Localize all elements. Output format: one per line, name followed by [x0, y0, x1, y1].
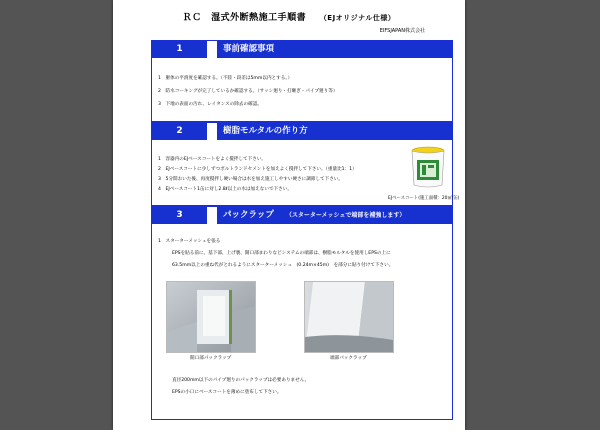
section-3-footer-1: 直径200mm以下のパイプ廻りのパックラップは必要ありません。 — [172, 378, 310, 383]
section-2-line-3: 3 5分間おいた後、再度撹拌し硬い場合は水を加え施工しやすい硬さに調節して下さい。 — [158, 177, 344, 182]
section-1-line-2: 2 防水コーキングが完了しているか確認する。（サッシ廻り・打継ぎ・パイプ廻り等） — [158, 89, 338, 94]
section-2-number: 2 — [152, 123, 207, 140]
document-title — [113, 10, 465, 23]
section-1-line-1: 1 躯体の平滑度を確認する。（不陸・段差は5mm以内とする。） — [158, 76, 293, 81]
photo-opening-backwrap — [166, 281, 256, 353]
section-3-title-text: パックラップ — [223, 210, 274, 220]
section-1-line-3: 3 下地の表面の汚れ、レイタンスの除去の確認。 — [158, 102, 262, 107]
title-main: ＲＣ 湿式外断熱施工手順書 — [182, 13, 307, 23]
section-1 — [151, 40, 453, 122]
document-page — [113, 0, 465, 430]
section-3-line-1: 1 スターターメッシュを張る — [158, 239, 221, 244]
section-3-number: 3 — [152, 207, 207, 224]
section-2-line-1: 1 容器内のEJベースコートをよく撹拌して下さい。 — [158, 157, 267, 162]
section-3-line-3: 63.5mm以上の重ね代がとれるようにスターターメッシュ (0.24m×45m) を部分に貼り付けて下さい。 — [172, 263, 394, 268]
company-name: EIFSJAPAN株式会社 — [379, 28, 425, 34]
photo-edge-backwrap — [304, 281, 394, 353]
section-2 — [151, 122, 460, 206]
section-1-number: 1 — [152, 41, 207, 58]
section-2-line-4: 4 EJベースコート1缶に対し2.8ℓ以上の水は加えないで下さい。 — [158, 187, 292, 192]
section-3-line-2: EPSを貼る前に、基下部、上げ裏、開口部まわりなどシステムの端部は、樹脂モルタルを使用しEPSの上に — [172, 251, 391, 256]
title-sub: （EJオリジナル仕様） — [319, 14, 396, 22]
product-bucket-image — [410, 145, 446, 189]
section-3-header — [152, 207, 452, 224]
section-1-title: 事前確認事項 — [217, 41, 452, 58]
section-2-title: 樹脂モルタルの作り方 — [217, 123, 452, 140]
product-caption: EJベースコート(施工面積：20㎡/缶) — [388, 196, 460, 201]
section-3-note: （スターターメッシュで端部を補強します） — [285, 212, 406, 219]
section-3 — [151, 206, 453, 420]
photo-caption-opening: 開口部パックラップ — [190, 356, 232, 361]
photo-caption-edge: 端部パックラップ — [330, 356, 367, 361]
section-2-line-2: 2 EJベースコートに少しずつポルトランドセメントを加えよく撹拌して下さい。（重量比1：1） — [158, 167, 357, 172]
section-3-title — [217, 207, 452, 224]
section-2-header — [152, 123, 452, 140]
section-3-footer-2: EPSの小口にベースコートを薄めに塗布して下さい。 — [172, 390, 282, 395]
section-1-header — [152, 41, 452, 58]
